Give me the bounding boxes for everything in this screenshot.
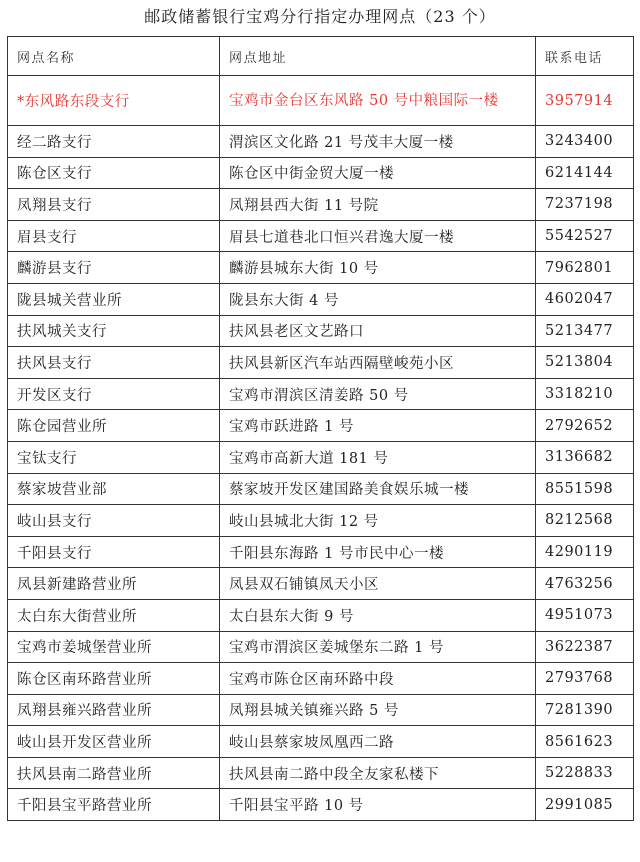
branch-phone-cell: 2793768 [536,663,634,695]
branch-address-cell: 凤翔县城关镇雍兴路 5 号 [220,694,536,726]
branch-address-cell: 凤翔县西大街 11 号院 [220,189,536,221]
table-row [8,220,634,252]
branch-name-cell: 凤县新建路营业所 [8,568,220,600]
branch-address-cell: 宝鸡市跃进路 1 号 [220,410,536,442]
branch-name-cell: 扶风城关支行 [8,315,220,347]
branch-phone-cell: 2792652 [536,410,634,442]
branch-phone-cell: 3243400 [536,126,634,158]
branch-phone-cell: 4763256 [536,568,634,600]
branch-address-cell: 渭滨区文化路 21 号茂丰大厦一楼 [220,126,536,158]
branch-address-cell: 陇县东大街 4 号 [220,283,536,315]
branch-name-cell: 宝钛支行 [8,441,220,473]
branch-name-cell: 岐山县开发区营业所 [8,726,220,758]
branch-name-cell: 扶风县支行 [8,347,220,379]
table-row [8,76,634,126]
branch-address-cell: 宝鸡市金台区东风路 50 号中粮国际一楼 [220,76,536,126]
table-row [8,757,634,789]
branch-address-cell: 岐山县蔡家坡凤凰西二路 [220,726,536,758]
branch-name-cell: 岐山县支行 [8,505,220,537]
branch-name-cell: 眉县支行 [8,220,220,252]
branch-phone-cell: 7237198 [536,189,634,221]
branch-address-cell: 扶风县南二路中段全友家私楼下 [220,757,536,789]
branch-address-cell: 凤县双石铺镇凤天小区 [220,568,536,600]
branch-name-cell: 扶风县南二路营业所 [8,757,220,789]
table-row [8,536,634,568]
table-row [8,126,634,158]
page-title: 邮政储蓄银行宝鸡分行指定办理网点（23 个） [144,7,496,26]
branch-address-cell: 岐山县城北大街 12 号 [220,505,536,537]
branch-table [7,36,634,821]
table-row [8,410,634,442]
branch-name-cell: 麟游县支行 [8,252,220,284]
branch-phone-cell: 3957914 [536,76,634,126]
table-row [8,789,634,821]
branch-name-cell: 陈仓区南环路营业所 [8,663,220,695]
table-row [8,694,634,726]
table-row [8,568,634,600]
branch-phone-cell: 8551598 [536,473,634,505]
branch-phone-cell: 6214144 [536,157,634,189]
branch-phone-cell: 4290119 [536,536,634,568]
branch-phone-cell: 7281390 [536,694,634,726]
table-row [8,378,634,410]
branch-address-cell: 宝鸡市高新大道 181 号 [220,441,536,473]
branch-name-cell: 千阳县支行 [8,536,220,568]
header-branch-name: 网点名称 [8,37,220,76]
branch-address-cell: 扶风县新区汽车站西隔壁峻苑小区 [220,347,536,379]
branch-name-cell: 陈仓园营业所 [8,410,220,442]
branch-name-cell: 太白东大街营业所 [8,599,220,631]
table-row [8,663,634,695]
table-row [8,726,634,758]
branch-phone-cell: 3318210 [536,378,634,410]
branch-phone-cell: 4951073 [536,599,634,631]
branch-address-cell: 扶风县老区文艺路口 [220,315,536,347]
branch-name-cell: 开发区支行 [8,378,220,410]
branch-name-cell: 千阳县宝平路营业所 [8,789,220,821]
branch-address-cell: 蔡家坡开发区建国路美食娱乐城一楼 [220,473,536,505]
table-row [8,283,634,315]
branch-phone-cell: 5213804 [536,347,634,379]
table-row [8,441,634,473]
branch-phone-cell: 5228833 [536,757,634,789]
branch-phone-cell: 5542527 [536,220,634,252]
table-row [8,505,634,537]
branch-phone-cell: 2991085 [536,789,634,821]
branch-phone-cell: 7962801 [536,252,634,284]
branch-address-cell: 眉县七道巷北口恒兴君逸大厦一楼 [220,220,536,252]
branch-name-cell: 经二路支行 [8,126,220,158]
branch-name-cell: 蔡家坡营业部 [8,473,220,505]
table-row [8,252,634,284]
branch-name-cell: *东风路东段支行 [8,76,220,126]
table-row [8,473,634,505]
table-row [8,599,634,631]
branch-name-cell: 陈仓区支行 [8,157,220,189]
branch-phone-cell: 8212568 [536,505,634,537]
branch-name-cell: 宝鸡市姜城堡营业所 [8,631,220,663]
header-branch-address: 网点地址 [220,37,536,76]
table-row [8,315,634,347]
branch-address-cell: 千阳县东海路 1 号市民中心一楼 [220,536,536,568]
branch-name-cell: 凤翔县支行 [8,189,220,221]
branch-phone-cell: 3136682 [536,441,634,473]
branch-phone-cell: 3622387 [536,631,634,663]
branch-phone-cell: 4602047 [536,283,634,315]
branch-address-cell: 麟游县城东大街 10 号 [220,252,536,284]
table-row [8,631,634,663]
branch-phone-cell: 8561623 [536,726,634,758]
branch-name-cell: 凤翔县雍兴路营业所 [8,694,220,726]
branch-phone-cell: 5213477 [536,315,634,347]
table-header-row [8,37,634,76]
branch-name-cell: 陇县城关营业所 [8,283,220,315]
branch-address-cell: 陈仓区中街金贸大厦一楼 [220,157,536,189]
table-row [8,189,634,221]
branch-address-cell: 宝鸡市陈仓区南环路中段 [220,663,536,695]
branch-address-cell: 太白县东大街 9 号 [220,599,536,631]
branch-address-cell: 宝鸡市渭滨区姜城堡东二路 1 号 [220,631,536,663]
table-row [8,157,634,189]
branch-address-cell: 千阳县宝平路 10 号 [220,789,536,821]
branch-address-cell: 宝鸡市渭滨区清姜路 50 号 [220,378,536,410]
header-phone: 联系电话 [536,37,634,76]
table-row [8,347,634,379]
